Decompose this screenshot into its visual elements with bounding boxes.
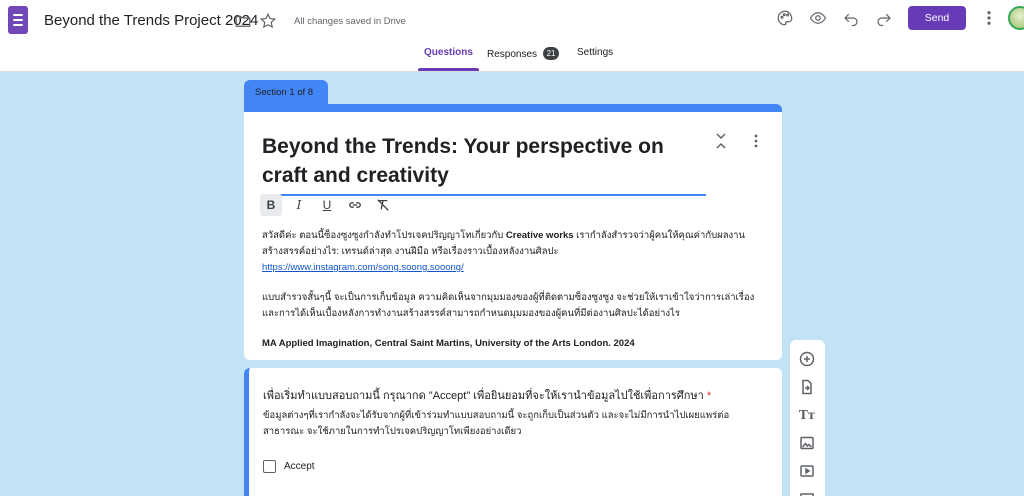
send-button[interactable]: Send [908, 6, 966, 30]
floating-toolbar [790, 340, 825, 496]
description-line-3: แบบสำรวจสั้นๆนี้ จะเป็นการเก็บข้อมูล ความคิดเห็นจากมุมมองของผู้ที่ติดตามซ็องซูงซูง จะช่วยให้เราเข้าใจว่าการเล่าเรื่อง [262, 292, 755, 303]
redo-icon[interactable] [873, 7, 895, 29]
section-more-icon[interactable] [749, 132, 763, 150]
add-title-icon[interactable]: Tт [798, 408, 816, 422]
description-line-1: สวัสดีค่ะ ตอนนี้ซ็องซูงซูงกำลังทำโปรเจคปริญญาโทเกี่ยวกับ Creative works เรากำลังสำรวจว่าผู้คนให้คุณค่ากับผลงาน [262, 230, 746, 241]
form-title[interactable]: Beyond the Trends: Your perspective on craft and creativity [262, 132, 706, 196]
italic-button[interactable]: I [296, 198, 302, 212]
tab-responses[interactable] [487, 47, 559, 71]
required-asterisk: * [706, 390, 712, 402]
add-section-icon[interactable] [798, 490, 816, 496]
account-avatar[interactable] [1008, 6, 1024, 30]
save-status: All changes saved in Drive [294, 16, 406, 27]
google-forms-logo[interactable] [8, 6, 28, 34]
accept-option-label: Accept [284, 461, 315, 472]
collapse-section-icon[interactable] [714, 132, 728, 150]
question-title[interactable]: เพื่อเริ่มทำแบบสอบถามนี้ กรุณากด "Accept" เพื่อยินยอมที่จะให้เรานำข้อมูลไปใช้เพื่อการศึกษา * [263, 390, 712, 402]
section-indicator: Section 1 of 8 [244, 80, 328, 106]
underline-button[interactable]: U [322, 198, 332, 212]
undo-icon[interactable] [840, 7, 862, 29]
form-header-card[interactable] [244, 104, 782, 360]
responses-count-badge: 21 [543, 47, 559, 60]
instagram-link[interactable]: https://www.instagram.com/song.soong.sooong/ [262, 262, 464, 273]
top-bar [0, 0, 1024, 72]
description-line-4: และการได้เห็นเบื้องหลังการทำงานสร้างสรรค์สามารถกำหนดมุมมองของผู้คนที่มีต่องานศิลปะได้อย่างไร [262, 308, 680, 319]
add-image-icon[interactable] [798, 434, 816, 452]
document-title[interactable]: Beyond the Trends Project 2024 [44, 12, 259, 29]
star-icon[interactable] [257, 10, 279, 32]
instagram-link-line [262, 260, 767, 276]
bold-button[interactable]: B [260, 194, 282, 216]
tab-responses-label: Responses [487, 49, 538, 60]
link-icon[interactable] [344, 194, 366, 216]
preview-eye-icon[interactable] [807, 7, 829, 29]
add-question-icon[interactable] [798, 350, 816, 368]
palette-icon[interactable] [774, 7, 796, 29]
tab-questions[interactable]: Questions [424, 47, 473, 71]
question-description: ข้อมูลต่างๆที่เรากำลังจะได้รับจากผู้ที่เข้าร่วมทำแบบสอบถามนี้ จะถูกเก็บเป็นส่วนตัว และจะไม่มีการนำไปเผยแพร่ต่อ สาธารณะ จะใช้ภายในการทำโปรเจคปริญญาโทเพียงอย่างเดียว [263, 410, 730, 437]
folder-icon[interactable] [232, 10, 254, 32]
accept-checkbox[interactable] [263, 460, 276, 473]
tab-settings[interactable]: Settings [577, 47, 614, 58]
more-options-icon[interactable] [978, 7, 1000, 29]
consent-question-card[interactable] [244, 368, 782, 496]
credit-line: MA Applied Imagination, Central Saint Martins, University of the Arts London. 2024 [262, 338, 635, 349]
add-video-icon[interactable] [798, 462, 816, 480]
accept-option[interactable] [263, 460, 315, 473]
text-format-toolbar [260, 194, 394, 216]
description-line-2: สร้างสรรค์อย่างไร: เทรนด์ล่าสุด งานฝีมือ หรือเรื่องราวเบื้องหลังงานศิลปะ [262, 246, 559, 257]
form-tabs [0, 47, 1024, 71]
import-questions-icon[interactable] [798, 378, 816, 396]
clear-formatting-icon[interactable] [372, 194, 394, 216]
